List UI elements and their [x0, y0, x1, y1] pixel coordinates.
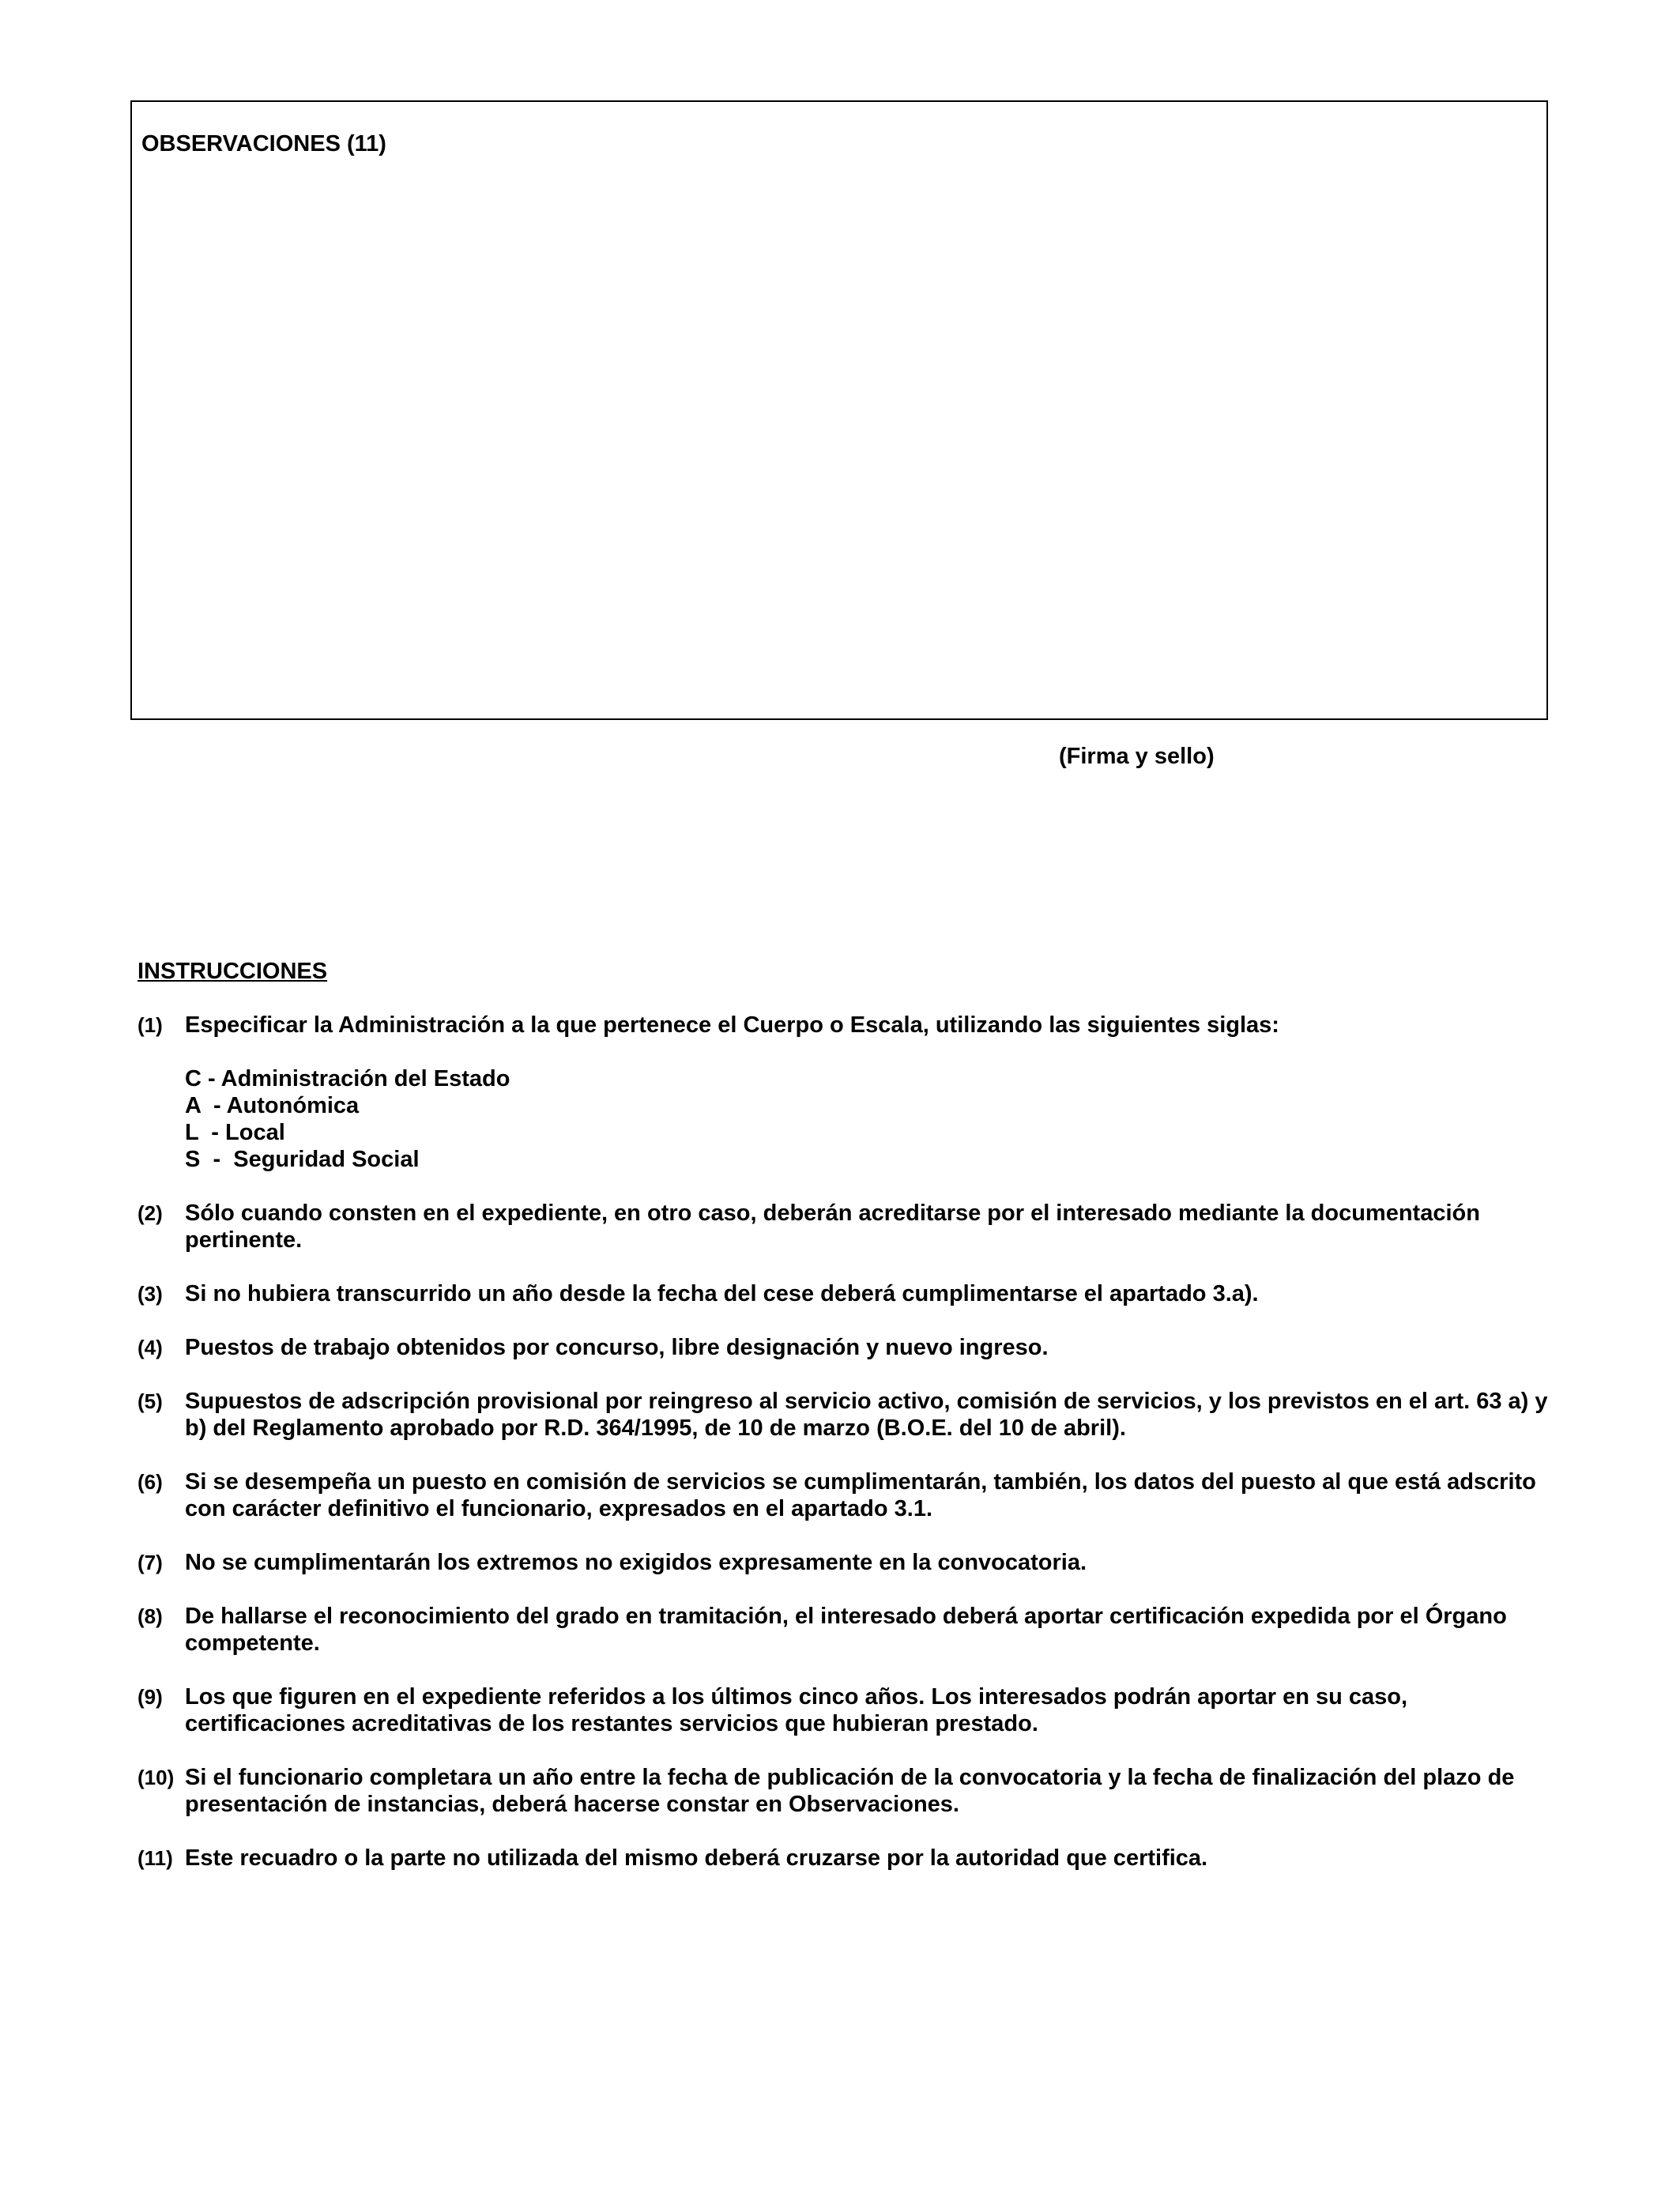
- instruction-text: De hallarse el reconocimiento del grado en tramitación, el interesado deberá aportar certificación expedida por el Órgano competente.: [185, 1604, 1507, 1656]
- instruction-number: (9): [137, 1685, 163, 1709]
- instruction-text: Si el funcionario completara un año entre la fecha de publicación de la convocatoria y la fecha de finalización del plazo de presentación de instancias, deberá hacerse constar en Observaciones.: [185, 1765, 1515, 1817]
- instruction-item-5: [137, 1388, 1552, 1442]
- instruction-number: (6): [137, 1470, 163, 1494]
- code-a: A - Autonómica: [185, 1093, 360, 1118]
- instruction-item-7: [137, 1549, 1552, 1576]
- instruction-item-10: [137, 1764, 1552, 1818]
- instruction-text: Sólo cuando consten en el expediente, en otro caso, deberán acreditarse por el interesado mediante la documentación pertinente.: [185, 1201, 1480, 1253]
- instruction-item-9: [137, 1683, 1552, 1737]
- firma-sello-label: (Firma y sello): [1059, 744, 1215, 769]
- instruction-text: Si no hubiera transcurrido un año desde la fecha del cese deberá cumplimentarse el apartado 3.a).: [185, 1281, 1259, 1306]
- code-c: C - Administración del Estado: [185, 1066, 510, 1091]
- instruction-text: Especificar la Administración a la que pertenece el Cuerpo o Escala, utilizando las siguientes siglas:: [185, 1012, 1279, 1038]
- instruction-number: (2): [137, 1201, 163, 1225]
- observaciones-title: OBSERVACIONES (11): [141, 131, 386, 156]
- instruction-number: (5): [137, 1389, 163, 1413]
- code-s: S - Seguridad Social: [185, 1147, 420, 1172]
- instruction-text: Los que figuren en el expediente referidos a los últimos cinco años. Los interesados podrán aportar en su caso, certificaciones acreditativas de los restantes servicios que hubieran prestado.: [185, 1684, 1408, 1736]
- instrucciones-title: INSTRUCCIONES: [137, 959, 328, 984]
- instruction-number: (11): [137, 1846, 173, 1870]
- instruction-text: Si se desempeña un puesto en comisión de servicios se cumplimentarán, también, los datos del puesto al que está adscrito con carácter definitivo el funcionario, expresados en el apartado 3.1.: [185, 1469, 1536, 1521]
- instruction-number: (8): [137, 1604, 163, 1628]
- instruction-item-11: [137, 1845, 1552, 1872]
- instruction-number: (4): [137, 1336, 163, 1359]
- instruction-text: Puestos de trabajo obtenidos por concurso, libre designación y nuevo ingreso.: [185, 1335, 1049, 1360]
- instruction-item-6: [137, 1468, 1552, 1522]
- instruction-item-1: [137, 1012, 1552, 1173]
- instruction-number: (3): [137, 1282, 163, 1306]
- instruction-item-4: [137, 1334, 1552, 1361]
- instruction-text: No se cumplimentarán los extremos no exigidos expresamente en la convocatoria.: [185, 1550, 1087, 1575]
- code-l: L - Local: [185, 1120, 285, 1145]
- instruction-number: (1): [137, 1013, 163, 1037]
- administration-codes-list: [185, 1065, 1552, 1173]
- instrucciones-section: [137, 958, 1552, 1898]
- instruction-text: Este recuadro o la parte no utilizada del mismo deberá cruzarse por la autoridad que certifica.: [185, 1845, 1208, 1871]
- instruction-text: Supuestos de adscripción provisional por reingreso al servicio activo, comisión de servicios, y los previstos en el art. 63 a) y b) del Reglamento aprobado por R.D. 364/1995, de 10 de marzo (B.O.E. del 10 de abril).: [185, 1389, 1548, 1441]
- instruction-number: (10): [137, 1766, 175, 1789]
- instruction-item-8: [137, 1603, 1552, 1657]
- instruction-item-3: [137, 1280, 1552, 1307]
- instruction-item-2: [137, 1200, 1552, 1253]
- observaciones-box: [130, 100, 1548, 720]
- instruction-number: (7): [137, 1551, 163, 1574]
